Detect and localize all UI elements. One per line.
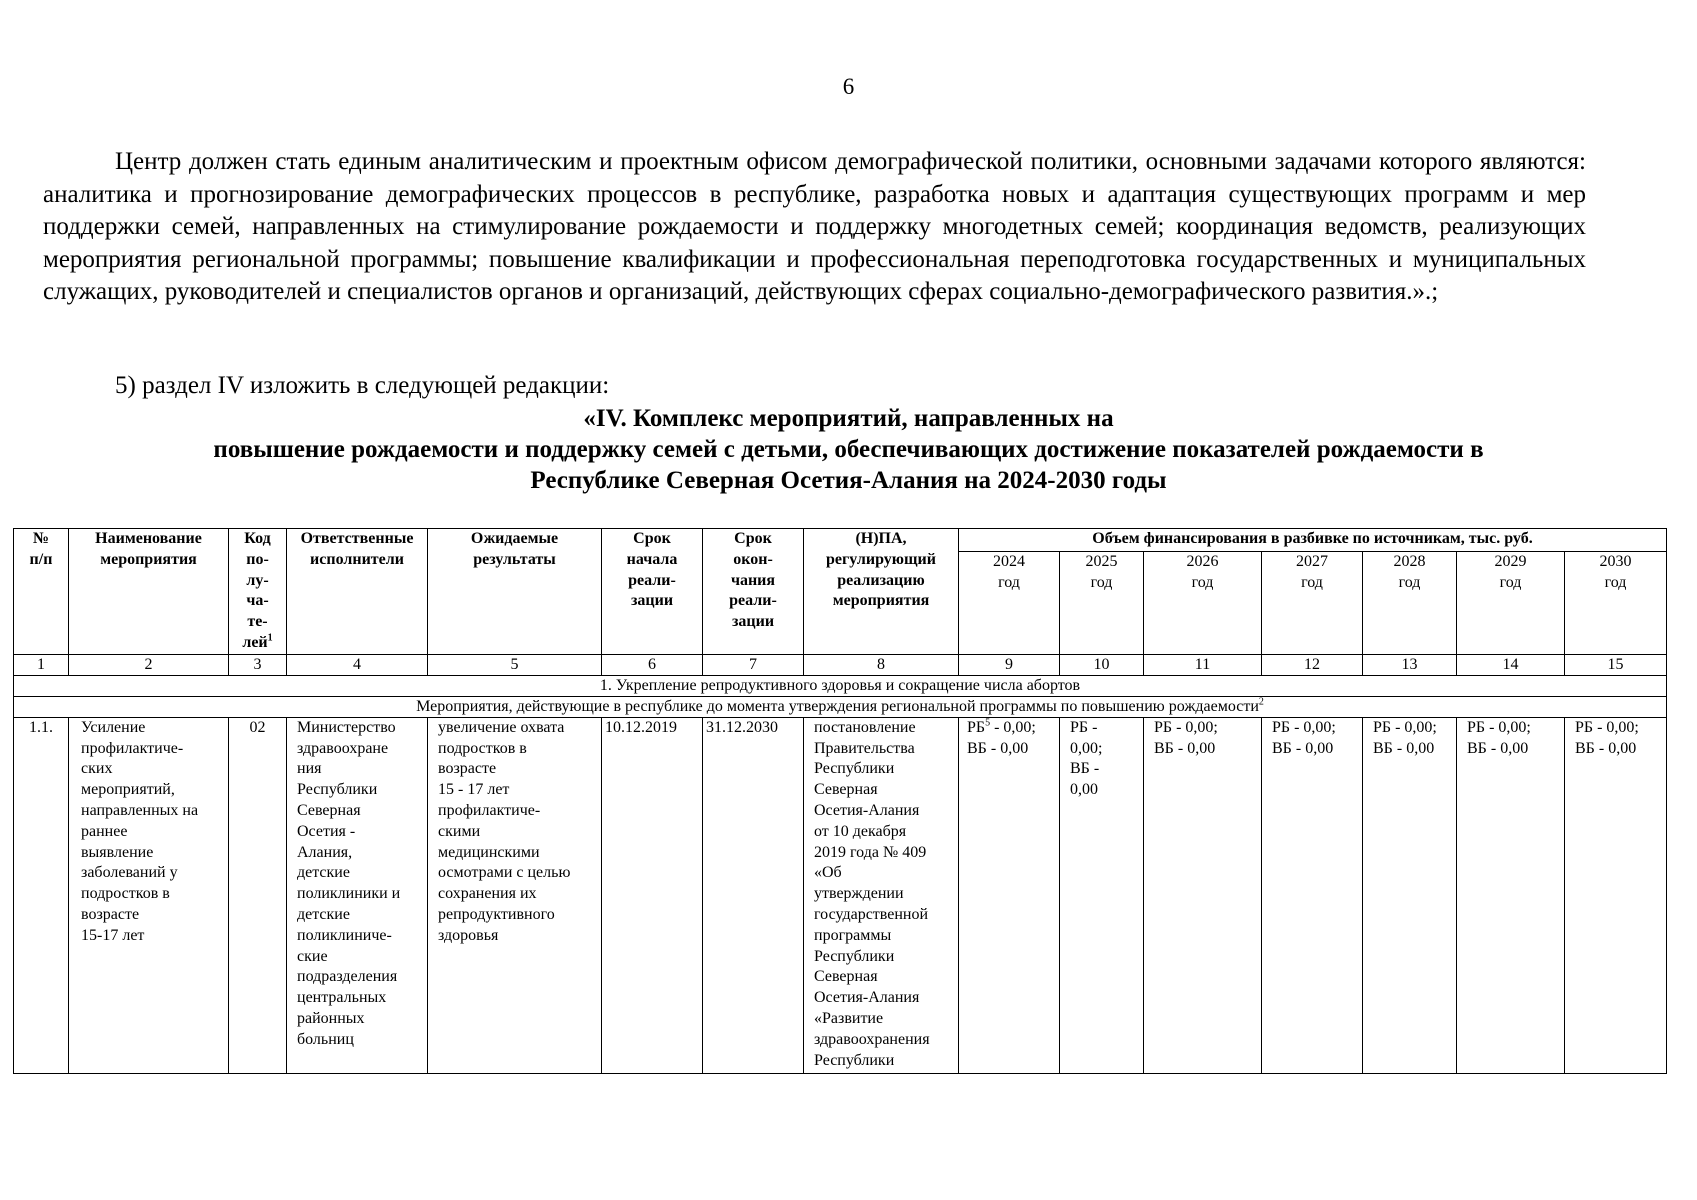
- header-num: № п/п: [14, 529, 69, 655]
- row-fin-2025: РБ - 0,00; ВБ - 0,00: [1060, 717, 1144, 1073]
- column-number: 12: [1262, 654, 1363, 675]
- column-number: 10: [1060, 654, 1144, 675]
- subsection-heading: Мероприятия, действующие в республике до момента утверждения региональной программы по повышению рождаемости$^2$: [14, 696, 1667, 717]
- row-results: увеличение охвата подростков в возрасте 15 - 17 лет профилактиче- скими медицинскими осмотрами с целью сохранения их репродуктивного здоровья: [428, 717, 602, 1073]
- header-results: Ожидаемые результаты: [428, 529, 602, 655]
- column-number: 5: [428, 654, 602, 675]
- section-title-line: «IV. Комплекс мероприятий, направленных на: [583, 405, 1114, 432]
- column-number: 3: [229, 654, 287, 675]
- page-number: 6: [842, 74, 855, 99]
- column-number: 8: [804, 654, 959, 675]
- row-start-date: 10.12.2019: [602, 717, 703, 1073]
- intro-paragraph: [43, 146, 1586, 309]
- column-number: 11: [1144, 654, 1262, 675]
- header-row: [14, 529, 1667, 552]
- column-number: 15: [1565, 654, 1667, 675]
- header-year: 2024 год: [959, 551, 1060, 654]
- header-year: 2028 год: [1363, 551, 1457, 654]
- column-number-row: [14, 654, 1667, 675]
- instruction: 5) раздел IV изложить в следующей редакции:: [115, 372, 610, 399]
- column-number: 6: [602, 654, 703, 675]
- subsection-row: [14, 696, 1667, 717]
- column-number: 14: [1457, 654, 1565, 675]
- table-row: [14, 717, 1667, 1073]
- row-fin-2030: РБ - 0,00; ВБ - 0,00: [1565, 717, 1667, 1073]
- row-end-date: 31.12.2030: [703, 717, 804, 1073]
- header-year: 2027 год: [1262, 551, 1363, 654]
- header-start: Срок начала реали- зации: [602, 529, 703, 655]
- intro-line: которого являются: аналитика и прогнозирование демографических процессов в республике, разработка новых и адаптация: [43, 148, 1586, 208]
- column-number: 7: [703, 654, 804, 675]
- header-year: 2029 год: [1457, 551, 1565, 654]
- row-name: Усиление профилактиче- ских мероприятий, направленных на раннее выявление заболеваний у подростков в возрасте 15-17 лет: [69, 717, 229, 1073]
- column-number: 2: [69, 654, 229, 675]
- row-fin-2024: $РБ^5 - 0,00$; ВБ - 0,00: [959, 717, 1060, 1073]
- section-title: [60, 403, 1637, 496]
- row-fin-2027: РБ - 0,00; ВБ - 0,00: [1262, 717, 1363, 1073]
- header-year: 2030 год: [1565, 551, 1667, 654]
- header-code: Код по- лу- ча- те- лей$^1$: [229, 529, 287, 655]
- row-code: 02: [229, 717, 287, 1073]
- measures-table: [13, 528, 1667, 1074]
- row-fin-2026: РБ - 0,00; ВБ - 0,00: [1144, 717, 1262, 1073]
- row-executors: Министерство здравоохране ния Республики Северная Осетия - Алания, детские поликлиники и детские поликлиниче- ские подразделения центральных районных больниц: [287, 717, 428, 1073]
- header-end: Срок окон- чания реали- зации: [703, 529, 804, 655]
- header-financing: Объем финансирования в разбивке по источникам, тыс. руб.: [959, 529, 1667, 552]
- column-number: 4: [287, 654, 428, 675]
- row-fin-2029: РБ - 0,00; ВБ - 0,00: [1457, 717, 1565, 1073]
- intro-line: организаций, действующих сферах социально-демографического развития.».;: [608, 278, 1439, 305]
- column-number: 13: [1363, 654, 1457, 675]
- intro-line: семей; координация ведомств, реализующих мероприятия региональной программы; повышение квалификации и: [43, 213, 1586, 273]
- section-row: [14, 675, 1667, 696]
- header-year: 2025 год: [1060, 551, 1144, 654]
- intro-line: существующих программ и мер поддержки семей, направленных на стимулирование рождаемости и поддержку многодетных: [43, 180, 1586, 240]
- intro-line: Центр должен стать единым аналитическим и проектным офисом демографической политики, основными задачами: [115, 148, 1372, 175]
- header-npa: (Н)ПА, регулирующий реализацию мероприятия: [804, 529, 959, 655]
- section-title-line: повышение рождаемости и поддержку семей с детьми, обеспечивающих достижение показателей рождаемости в: [213, 436, 1484, 463]
- section-heading: 1. Укрепление репродуктивного здоровья и сокращение числа абортов: [14, 675, 1667, 696]
- header-executors: Ответственные исполнители: [287, 529, 428, 655]
- intro-line: профессиональная переподготовка государственных и муниципальных служащих, руководителей и специалистов органов и: [43, 245, 1587, 305]
- header-name: Наименование мероприятия: [69, 529, 229, 655]
- row-npa: постановление Правительства Республики Северная Осетия-Алания от 10 декабря 2019 года № 409 «Об утверждении государственной программы Республики Северная Осетия-Алания «Развитие здравоохранения Республики: [804, 717, 959, 1073]
- column-number: 1: [14, 654, 69, 675]
- section-title-line: Республике Северная Осетия-Алания на 2024-2030 годы: [530, 467, 1167, 494]
- column-number: 9: [959, 654, 1060, 675]
- header-year: 2026 год: [1144, 551, 1262, 654]
- row-num: 1.1.: [14, 717, 69, 1073]
- row-fin-2028: РБ - 0,00; ВБ - 0,00: [1363, 717, 1457, 1073]
